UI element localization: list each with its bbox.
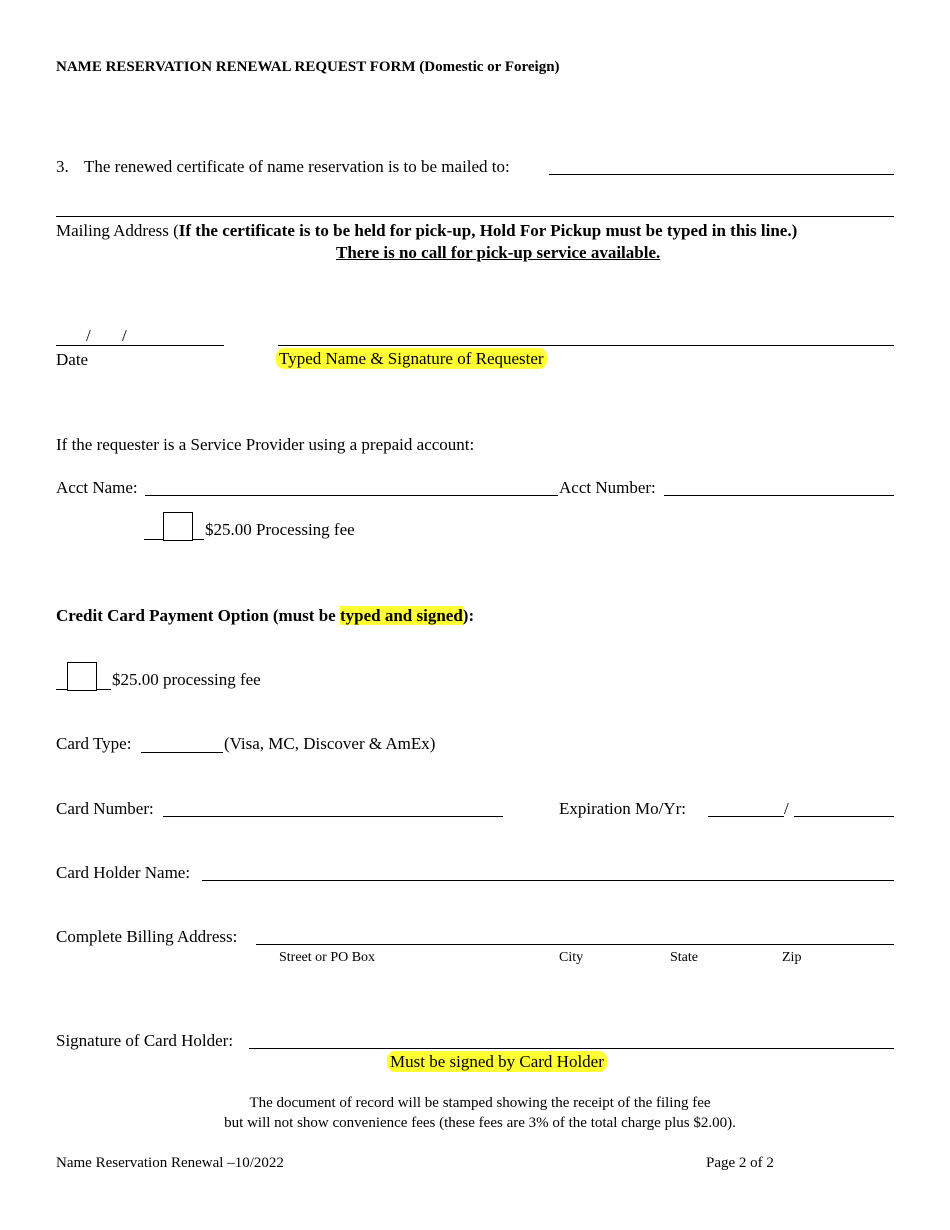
requester-signature-highlight: Typed Name & Signature of Requester [276,348,547,369]
processing-fee-checkbox[interactable] [163,512,193,541]
acct-name-label: Acct Name: [56,478,138,497]
processing-fee-label: $25.00 Processing fee [205,520,355,539]
date-slash-2: / [122,326,127,345]
billing-address-label: Complete Billing Address: [56,927,238,946]
billing-zip-caption: Zip [782,950,802,965]
item-3-number: 3. [56,157,69,176]
card-type-label: Card Type: [56,734,132,753]
acct-number-line[interactable] [664,495,894,496]
billing-city-caption: City [559,950,584,965]
card-holder-name-label: Card Holder Name: [56,863,191,882]
date-line[interactable] [56,345,224,346]
mailing-address-instructions: If the certificate is to be held for pick-up, Hold For Pickup must be typed in this line.) [178,221,798,240]
credit-card-heading-suffix: ): [462,606,475,625]
footer-form-id: Name Reservation Renewal –10/2022 [56,1155,284,1171]
expiration-month-line[interactable] [708,816,784,817]
requester-signature-line[interactable] [278,345,894,346]
credit-card-heading-prefix: Credit Card Payment Option (must be [56,606,340,625]
card-holder-name-line[interactable] [202,880,894,881]
date-label: Date [56,350,89,369]
pickup-notice: There is no call for pick-up service available. [336,243,661,262]
cc-fee-label: $25.00 processing fee [112,670,261,689]
credit-card-heading-highlight: typed and signed [339,606,463,625]
item-3-text: The renewed certificate of name reservation is to be mailed to: [84,157,510,176]
requester-signature-label [276,349,547,369]
card-type-hint: (Visa, MC, Discover & AmEx) [224,734,436,753]
card-holder-signature-label: Signature of Card Holder: [56,1031,234,1050]
mail-to-line[interactable] [549,174,894,175]
expiration-label: Expiration Mo/Yr: [559,799,687,818]
service-provider-intro: If the requester is a Service Provider using a prepaid account: [56,435,475,454]
date-slash-1: / [86,326,91,345]
credit-card-heading [56,606,474,626]
card-number-label: Card Number: [56,799,154,818]
mailing-address-label [56,221,797,241]
mailing-address-line[interactable] [56,216,894,217]
card-holder-signature-note [387,1052,607,1072]
expiration-slash: / [784,799,789,818]
billing-state-caption: State [670,950,698,965]
mailing-address-prefix: Mailing Address ( [56,221,179,240]
disclaimer-line-2: but will not show convenience fees (these fees are 3% of the total charge plus $2.00). [224,1115,736,1131]
card-holder-signature-line[interactable] [249,1048,894,1049]
footer-page-number: Page 2 of 2 [706,1155,774,1171]
card-type-line[interactable] [141,752,223,753]
disclaimer-line-1: The document of record will be stamped showing the receipt of the filing fee [249,1095,711,1111]
cc-fee-checkbox[interactable] [67,662,97,691]
expiration-year-line[interactable] [794,816,894,817]
card-holder-signature-highlight: Must be signed by Card Holder [387,1051,607,1072]
acct-name-line[interactable] [145,495,558,496]
card-number-line[interactable] [163,816,503,817]
form-title: NAME RESERVATION RENEWAL REQUEST FORM (Domestic or Foreign) [56,59,560,75]
billing-address-line[interactable] [256,944,894,945]
billing-street-caption: Street or PO Box [279,950,376,965]
acct-number-label: Acct Number: [559,478,656,497]
